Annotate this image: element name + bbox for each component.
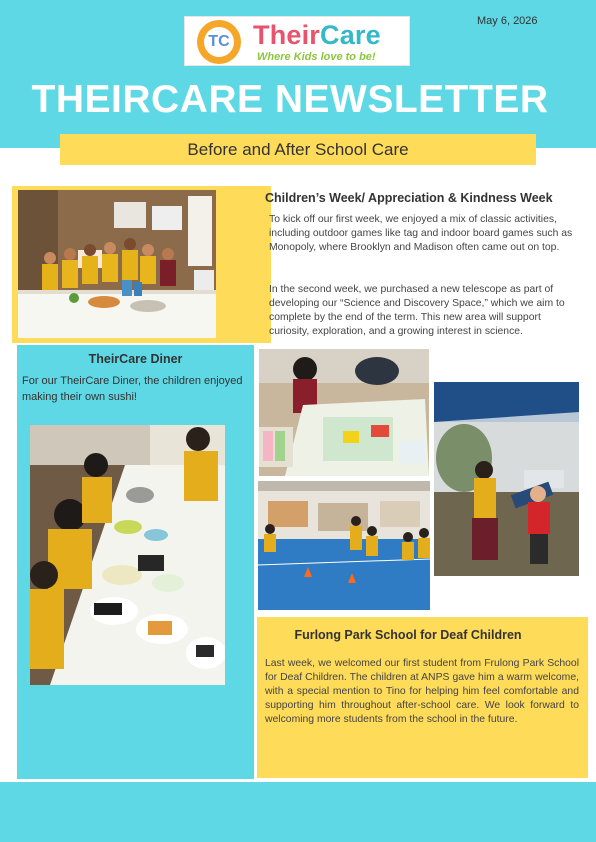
monopoly-photo — [259, 349, 429, 476]
newsletter-date: May 6, 2026 — [477, 15, 538, 27]
childrens-week-title: Children’s Week/ Appreciation & Kindness Week — [265, 191, 553, 205]
sushi-making-photo — [30, 425, 225, 685]
logo-name-their: Their — [253, 20, 321, 50]
telescope-photo — [434, 382, 579, 576]
furlong-park-text: Last week, we welcomed our first student from Frulong Park School for Deaf Children. The children at ANPS gave him a warm welcome, with a special mention to Tino for helping him feel comfortable and supporting him throughout after-school care. We look forward to welcoming more students from the school in the future. — [265, 658, 579, 726]
newsletter-subtitle: Before and After School Care — [60, 134, 536, 165]
diner-text: For our TheirCare Diner, the children enjoyed making their own sushi! — [22, 375, 243, 403]
logo-mark-icon — [197, 20, 241, 64]
childrens-week-paragraph-1: To kick off our first week, we enjoyed a mix of classic activities, including outdoor games like tag and indoor board games such as Monopoly, where Brooklyn and Madison often came out on top. — [269, 214, 573, 253]
footer-band — [0, 782, 596, 842]
logo-mark-letters: TC — [204, 27, 234, 57]
newsletter-title: THEIRCARE NEWSLETTER — [31, 78, 549, 121]
logo-tagline: Where Kids love to be! — [257, 51, 376, 63]
gym-games-photo — [258, 481, 430, 610]
diner-title: TheirCare Diner — [88, 352, 183, 366]
logo-name — [253, 20, 381, 51]
logo-name-care: Care — [320, 20, 381, 50]
childrens-week-group-photo — [18, 190, 216, 338]
theircare-logo — [184, 16, 410, 66]
childrens-week-paragraph-2: In the second week, we purchased a new telescope as part of developing our “Science and Discovery Space,” which we aim to complete by the end of the term. This new area will support curiosity, exploration, and a growing interest in science. — [269, 284, 565, 337]
furlong-park-title: Furlong Park School for Deaf Children — [294, 628, 522, 642]
